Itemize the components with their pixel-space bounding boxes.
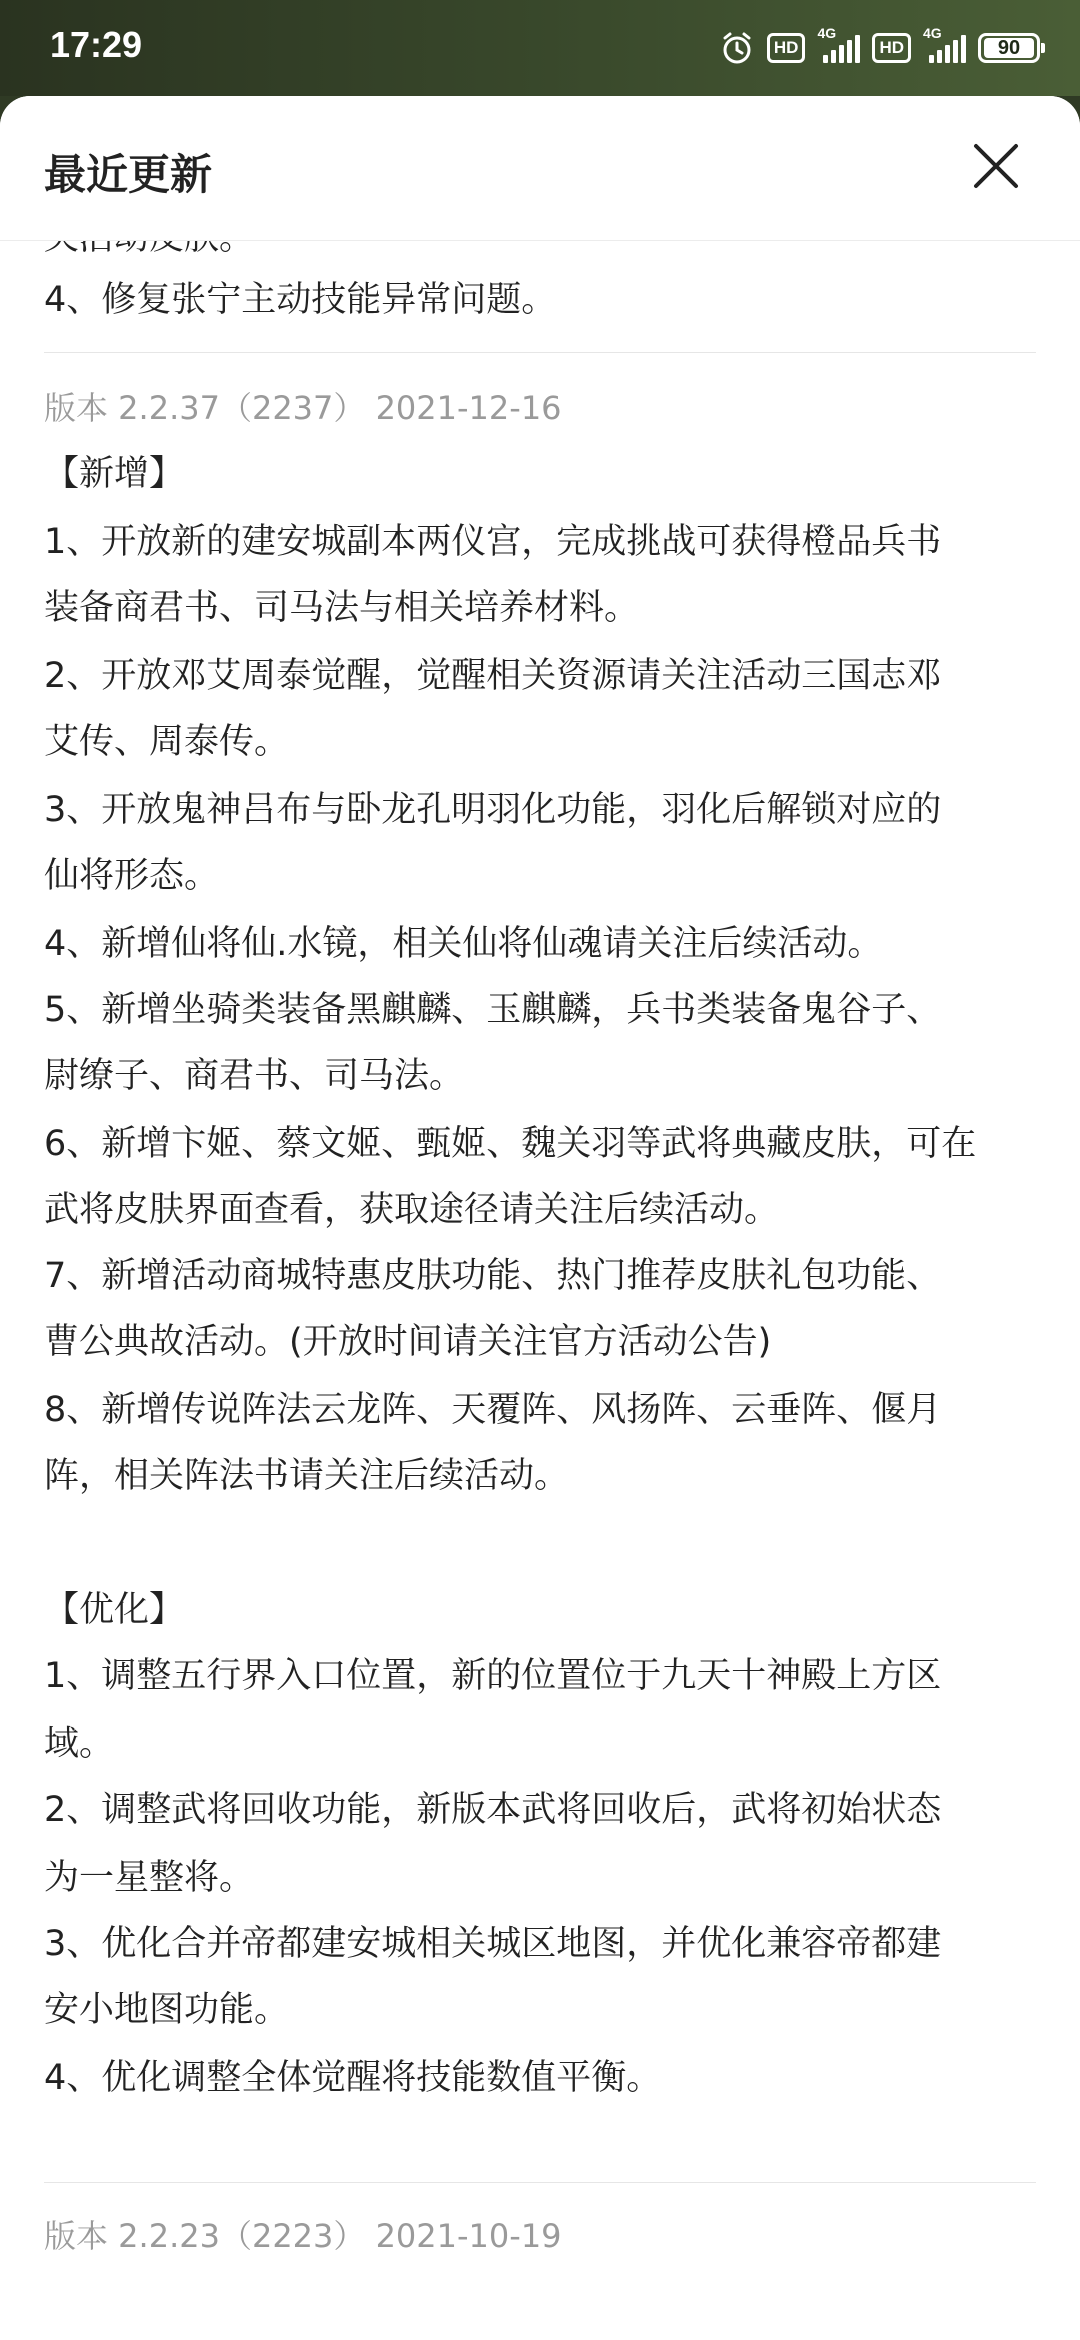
list-item: 域。 <box>44 1724 115 1764</box>
list-item: 阵，相关阵法书请关注后续活动。 <box>44 1456 570 1496</box>
sheet-header <box>0 96 1080 241</box>
list-item: 曹公典故活动。(开放时间请关注官方活动公告) <box>44 1322 772 1362</box>
list-item: 武将皮肤界面查看，获取途径请关注后续活动。 <box>44 1190 780 1230</box>
list-item: 仙将形态。 <box>44 856 220 896</box>
hd-badge-1: HD <box>767 33 806 63</box>
status-bar <box>0 0 1080 96</box>
list-item: 3、优化合并帝都建安城相关城区地图，并优化兼容帝都建 <box>44 1924 942 1964</box>
list-item: 装备商君书、司马法与相关培养材料。 <box>44 588 640 628</box>
version-header: 版本 2.2.37（2237） 2021-12-16 <box>44 389 562 427</box>
signal-icon-1: 4G <box>817 33 860 63</box>
status-icons <box>719 26 1040 70</box>
section-opt-heading: 【优化】 <box>44 1590 185 1630</box>
sheet-title: 最近更新 <box>44 150 213 199</box>
close-icon[interactable] <box>970 140 1022 192</box>
list-item: 3、开放鬼神吕布与卧龙孔明羽化功能，羽化后解锁对应的 <box>44 790 942 830</box>
alarm-icon <box>719 30 755 66</box>
prev-item-4: 4、修复张宁主动技能异常问题。 <box>44 280 557 320</box>
list-item: 6、新增卞姬、蔡文姬、甄姬、魏关羽等武将典藏皮肤，可在 <box>44 1124 977 1164</box>
list-item: 8、新增传说阵法云龙阵、天覆阵、风扬阵、云垂阵、偃月 <box>44 1390 942 1430</box>
version-header: 版本 2.2.23（2223） 2021-10-19 <box>44 2217 562 2255</box>
signal-icon-2: 4G <box>923 33 966 63</box>
list-item: 安小地图功能。 <box>44 1990 290 2030</box>
list-item: 尉缭子、商君书、司马法。 <box>44 1056 465 1096</box>
battery-icon <box>978 33 1040 63</box>
battery-level: 90 <box>984 38 1034 58</box>
list-item: 2、开放邓艾周泰觉醒，觉醒相关资源请关注活动三国志邓 <box>44 656 942 696</box>
list-item: 1、调整五行界入口位置，新的位置位于九天十神殿上方区 <box>44 1656 942 1696</box>
list-item: 7、新增活动商城特惠皮肤功能、热门推荐皮肤礼包功能、 <box>44 1256 942 1296</box>
section-new-heading: 【新增】 <box>44 454 185 494</box>
update-sheet <box>0 96 1080 2340</box>
status-time: 17:29 <box>50 24 143 65</box>
list-item: 艾传、周泰传。 <box>44 722 290 762</box>
list-item: 为一星整将。 <box>44 1858 255 1898</box>
list-item: 1、开放新的建安城副本两仪宫，完成挑战可获得橙品兵书 <box>44 522 942 562</box>
list-item: 4、新增仙将仙.水镜，相关仙将仙魂请关注后续活动。 <box>44 924 883 964</box>
hd-badge-2: HD <box>872 33 911 63</box>
list-item: 2、调整武将回收功能，新版本武将回收后，武将初始状态 <box>44 1790 942 1830</box>
list-item: 5、新增坐骑类装备黑麒麟、玉麒麟，兵书类装备鬼谷子、 <box>44 990 942 1030</box>
list-item: 4、优化调整全体觉醒将技能数值平衡。 <box>44 2058 662 2098</box>
divider <box>44 352 1036 353</box>
divider <box>44 2182 1036 2183</box>
